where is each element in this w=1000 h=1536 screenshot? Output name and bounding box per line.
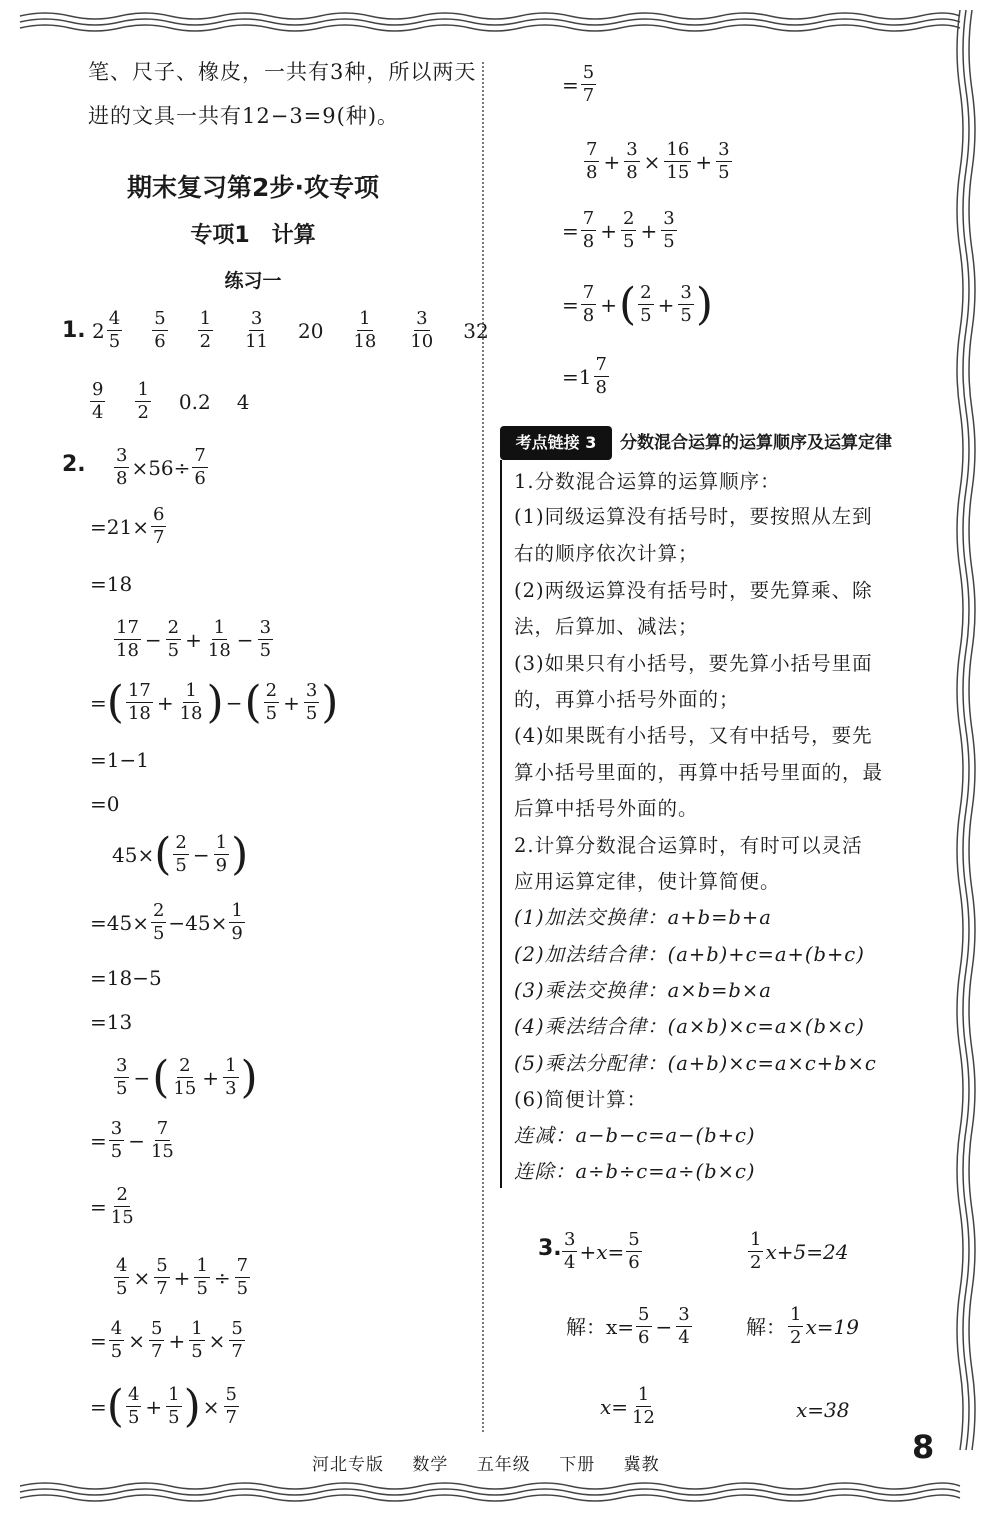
knowledge-line: 连除：a÷b÷c=a÷(b×c)	[514, 1160, 756, 1183]
q2-problem-4: $\frac{3}{5}$ − ( $\frac{2}{15}$ + $\frac{1}{3}$ )	[116, 1051, 258, 1103]
q2-step: =0	[90, 792, 120, 816]
section-title: 专项1 计算	[190, 223, 316, 248]
page-title: 期末复习第2步·攻专项	[127, 173, 379, 202]
knowledge-line: 连减：a−b−c=a−(b+c)	[514, 1124, 756, 1147]
knowledge-line: 的，再算小括号外面的；	[514, 688, 740, 711]
knowledge-line: (6)简便计算：	[514, 1088, 648, 1111]
question-3-number: 3.	[538, 1236, 562, 1261]
q2-step: =18	[90, 572, 133, 596]
answer-fraction: $\frac{3}{10}$	[410, 308, 434, 352]
q2-step: =18−5	[90, 966, 162, 990]
page-footer	[312, 1450, 682, 1475]
knowledge-line: 应用运算定律，使计算简便。	[514, 870, 781, 893]
q3-solution-left: 解：x= $\frac{5}{6}$ − $\frac{3}{4}$	[566, 1304, 690, 1348]
q2-step: = ( $\frac{4}{5}$ + $\frac{1}{5}$ ) × $\frac{5}{7}$	[90, 1380, 237, 1432]
footer-grade: 五年级	[476, 1455, 531, 1475]
q3-answer-left: x= $\frac{1}{12}$	[600, 1384, 655, 1428]
knowledge-line: 算小括号里面的，再算中括号里面的，最	[514, 761, 884, 784]
knowledge-line: 1.分数混合运算的运算顺序：	[514, 470, 781, 493]
knowledge-line: 后算中括号外面的。	[514, 797, 699, 820]
knowledge-line: (4)乘法结合律：(a×b)×c=a×(b×c)	[514, 1015, 865, 1038]
top-wave-border	[0, 8, 1000, 38]
answer-mixed-fraction: 2 $\frac{4}{5}$	[92, 308, 121, 352]
q2-problem-3: 45× ( $\frac{2}{5}$ − $\frac{1}{9}$ )	[112, 828, 249, 880]
knowledge-link-title: 分数混合运算的运算顺序及运算定律	[620, 433, 892, 453]
q2-step: =1−1	[90, 748, 149, 772]
q2-problem-1: $\frac{3}{8}$ ×56÷ $\frac{7}{6}$	[116, 445, 206, 489]
q2-step: =45× $\frac{2}{5}$ −45× $\frac{1}{9}$	[90, 900, 243, 944]
q1-answers-row-1	[92, 308, 489, 353]
exercise-title: 练习一	[224, 270, 282, 292]
q2-step: = $\frac{3}{5}$ − $\frac{7}{15}$	[90, 1118, 174, 1162]
q2-step: = $\frac{4}{5}$ × $\frac{5}{7}$ + $\frac{1}{5}$ × $\frac{5}{7}$	[90, 1318, 243, 1362]
footer-volume: 下册	[559, 1455, 596, 1475]
q2-problem-6: $\frac{7}{8}$ + $\frac{3}{8}$ × $\frac{16}{15}$ + $\frac{3}{5}$	[586, 139, 730, 183]
q3-equation-left: $\frac{3}{4}$ +x= $\frac{5}{6}$	[564, 1229, 640, 1273]
knowledge-line: (4)如果既有小括号，又有中括号，要先	[514, 724, 873, 747]
knowledge-line: (3)如果只有小括号，要先算小括号里面	[514, 652, 873, 675]
q3-equation-right: $\frac{1}{2}$ x+5=24	[750, 1229, 849, 1273]
q2-step: =21× $\frac{6}{7}$	[90, 504, 165, 548]
answer-fraction: $\frac{3}{11}$	[245, 308, 268, 352]
answer-integer: 32	[463, 318, 489, 343]
bottom-wave-border	[0, 1478, 1000, 1508]
column-divider	[482, 62, 484, 1432]
answer-fraction: $\frac{1}{2}$	[199, 308, 212, 352]
answer-integer: 4	[236, 389, 250, 414]
answer-fraction: $\frac{1}{18}$	[353, 308, 377, 352]
answer-fraction: $\frac{1}{2}$	[137, 379, 149, 423]
q2-problem-2: $\frac{17}{18}$ − $\frac{2}{5}$ + $\frac{1}{18}$ − $\frac{3}{5}$	[116, 617, 272, 661]
footer-edition: 河北专版	[312, 1455, 384, 1475]
answer-fraction: $\frac{9}{4}$	[92, 379, 104, 423]
q2-step: = 1 $\frac{7}{8}$	[562, 354, 607, 398]
knowledge-box	[500, 460, 922, 1188]
q2-step: =13	[90, 1010, 133, 1034]
question-1-number: 1.	[62, 318, 86, 343]
q2-step: = $\frac{7}{8}$ + $\frac{2}{5}$ + $\frac{3}{5}$	[562, 208, 675, 252]
intro-line-1: 笔、尺子、橡皮，一共有3种，所以两天	[88, 60, 477, 84]
knowledge-line: (3)乘法交换律：a×b=b×a	[514, 979, 772, 1002]
knowledge-line: (5)乘法分配律：(a+b)×c=a×c+b×c	[514, 1052, 877, 1075]
answer-decimal: 0.2	[178, 389, 211, 414]
knowledge-line: 2.计算分数混合运算时，有时可以灵活	[514, 834, 863, 857]
knowledge-line: (1)同级运算没有括号时，要按照从左到	[514, 505, 873, 528]
q3-solution-right: 解： $\frac{1}{2}$ x=19	[746, 1304, 859, 1348]
knowledge-line: (1)加法交换律：a+b=b+a	[514, 906, 772, 929]
knowledge-line: 法，后算加、减法；	[514, 615, 699, 638]
answer-integer: 20	[298, 318, 324, 343]
q2-problem-5: $\frac{4}{5}$ × $\frac{5}{7}$ + $\frac{1}{5}$ ÷ $\frac{7}{5}$	[116, 1255, 249, 1299]
question-2-number: 2.	[62, 452, 86, 477]
q2-step: = $\frac{5}{7}$	[562, 62, 595, 106]
right-wave-border	[952, 10, 982, 1490]
knowledge-line: (2)加法结合律：(a+b)+c=a+(b+c)	[514, 943, 865, 966]
q2-step: = ( $\frac{17}{18}$ + $\frac{1}{18}$ ) − ( $\frac{2}{5}$ + $\frac{3}{5}$ )	[90, 676, 339, 728]
knowledge-link-badge: 考点链接 3	[500, 426, 612, 460]
knowledge-line: (2)两级运算没有括号时，要先算乘、除	[514, 579, 873, 602]
q3-answer-right: x=38	[796, 1398, 850, 1422]
q2-step: = $\frac{7}{8}$ + ( $\frac{2}{5}$ + $\frac{3}{5}$ )	[562, 278, 713, 330]
footer-subject: 数学	[412, 1455, 449, 1475]
answer-fraction: $\frac{5}{6}$	[154, 308, 166, 352]
q1-answers-row-2	[88, 374, 249, 424]
footer-publisher: 冀教	[623, 1455, 660, 1475]
q2-step: = $\frac{2}{15}$	[90, 1184, 134, 1228]
intro-line-2: 进的文具一共有12−3=9(种)。	[88, 104, 400, 128]
page-number: 8	[912, 1428, 935, 1466]
knowledge-line: 右的顺序依次计算；	[514, 542, 699, 565]
